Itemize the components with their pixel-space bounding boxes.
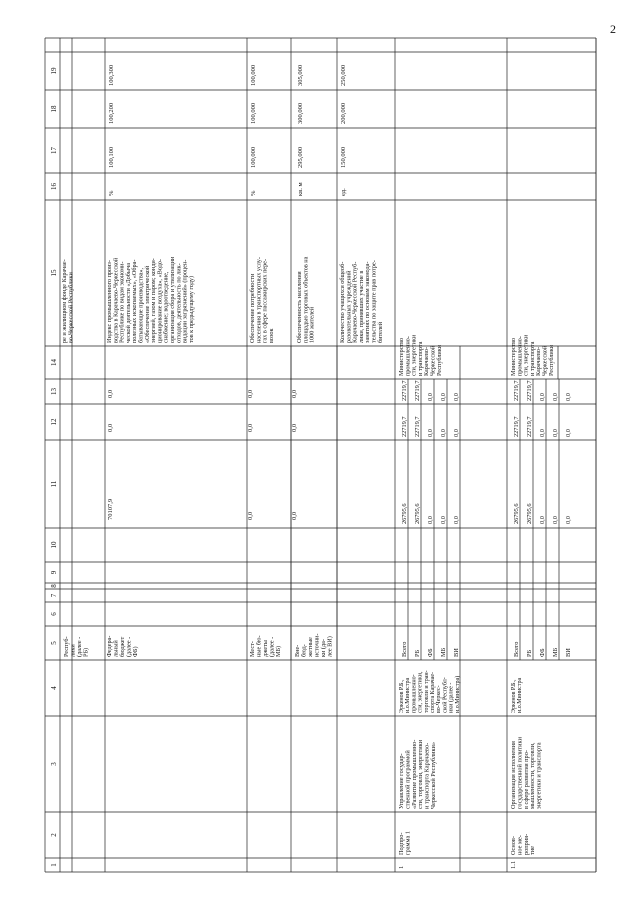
value-cell: 0,0 xyxy=(552,429,559,437)
indicator-unit: % xyxy=(250,190,257,196)
indicator-value: 150,000 xyxy=(340,146,347,168)
value-cell: 0,0 xyxy=(565,429,572,437)
column-number: 13 xyxy=(50,388,58,395)
value-cell: 0,0 xyxy=(565,393,572,401)
indicator-name: Индекс промышленного произ-водства в Карачаево-ЧеркесскойРеспублике по видам экономи-ческой деятельности «Добычаполезных ископаемых», «Обра-батывающие производства»,«Обеспечение электрическойэнергией, газом и паром; конди-ционирование воздуха», «Водо-снабжение; водоотведение,организация сбора и утилизацииотходов, деятельность по лик-видации загрязнений» (процен-тов к предыдущему году) xyxy=(106,256,195,343)
source-label: Мест-ные бю-джеты(далее -МБ) xyxy=(249,635,283,657)
value-cell: 22719,7 xyxy=(414,416,421,437)
value-cell: 26795,6 xyxy=(401,503,408,524)
value-cell: 0,0 xyxy=(565,516,572,524)
value-cell: 22719,7 xyxy=(414,380,421,401)
column-number: 7 xyxy=(50,593,58,598)
page-number: 2 xyxy=(610,22,616,36)
indicator-unit: % xyxy=(108,190,115,196)
value-cell: 0,0 xyxy=(440,429,447,437)
value-cell: 0,0 xyxy=(539,516,546,524)
value-cell: 0,0 xyxy=(427,429,434,437)
column-number: 18 xyxy=(50,105,58,113)
value-cell: 22719,7 xyxy=(401,380,408,401)
source-label: ВИ xyxy=(565,648,572,657)
column-number: 16 xyxy=(50,183,58,190)
value-cell: 22719,7 xyxy=(401,416,408,437)
row-number: 1 xyxy=(398,865,405,869)
indicator-unit: ед. xyxy=(340,188,347,196)
column-number: 11 xyxy=(50,480,58,488)
source-label: Федера-льныйбюджет(далее -ФБ) xyxy=(106,635,140,657)
value-cell: 0,0 xyxy=(539,429,546,437)
source-label: МБ xyxy=(552,647,559,657)
value-cell: 0,0 xyxy=(453,393,460,401)
column-number: 5 xyxy=(50,641,58,645)
indicator-name: Обеспеченность населенияплощадью торговых объектов на1000 жителей xyxy=(296,256,316,343)
column-number: 1 xyxy=(50,863,58,867)
indicator-value: 100,200 xyxy=(108,102,115,124)
indicator-value: 100,000 xyxy=(250,64,257,86)
row-executor: Эркенов Р.Б.,и.о.Министрапромышленно-сти, энергетики,торговли и тран-спорта Карачае-во-Черкес-ской Республ-ики (далее -и.о.Министра) xyxy=(399,670,461,713)
value-cell: 0,0 xyxy=(247,511,254,520)
indicator-value: 250,000 xyxy=(340,64,347,86)
value-cell: 22719,7 xyxy=(526,416,533,437)
column-number: 3 xyxy=(50,762,58,766)
value-cell: 0,0 xyxy=(247,389,254,398)
value-cell: 0,0 xyxy=(453,516,460,524)
source-label: Всего xyxy=(513,641,520,657)
row-type: Подпро-грамма 1 xyxy=(398,831,412,855)
column-number: 10 xyxy=(50,541,58,549)
source-label: ФБ xyxy=(427,648,434,657)
indicator-value: 100,000 xyxy=(250,102,257,124)
row-number: 1.1 xyxy=(510,860,517,869)
value-cell: 26795,6 xyxy=(414,503,421,524)
row-name: Управление государ-ственной программой«Развитие промышленно-сти, торговли, энергетикии транспорта Карачаево-Черкесской Республики» xyxy=(398,739,437,809)
value-cell: 22719,7 xyxy=(526,380,533,401)
responsible-body: Министерствопромышленно-сти, энергетикии транспортаКарачаево-ЧеркесскойРеспублики xyxy=(398,334,443,376)
source-label: Вне-бюд-жетныеисточни-ки (да-лее ВИ) xyxy=(294,633,334,657)
value-cell: 0,0 xyxy=(427,516,434,524)
indicator-value: 305,000 xyxy=(297,64,304,86)
source-label: ВИ xyxy=(453,648,460,657)
column-number: 6 xyxy=(50,612,58,616)
indicator-value: 295,000 xyxy=(297,146,304,168)
value-cell: 0,0 xyxy=(552,393,559,401)
indicator-value: 100,300 xyxy=(108,64,115,86)
source-label: МБ xyxy=(440,647,447,657)
value-cell: 0,0 xyxy=(539,393,546,401)
row-name: Организация исполнениягосударственной политикив сфере развития про-мышленности, торговли,энергетики и транспорта xyxy=(510,737,543,809)
table-text xyxy=(50,65,572,869)
value-cell: 0,0 xyxy=(440,393,447,401)
value-cell: 0,0 xyxy=(440,516,447,524)
indicator-name: ре и жилищном фонде Карачае-во-Черкесской Республики xyxy=(61,259,75,343)
value-cell: 0,0 xyxy=(247,423,254,432)
column-number: 4 xyxy=(50,686,58,690)
source-label: РБ xyxy=(526,649,533,657)
source-label: Респуб-лики(далее -РБ) xyxy=(63,636,90,657)
column-number: 15 xyxy=(50,269,58,277)
value-cell: 0,0 xyxy=(107,389,114,398)
source-label: ФБ xyxy=(539,648,546,657)
value-cell: 70107,9 xyxy=(107,498,114,520)
column-number: 8 xyxy=(50,584,58,588)
indicator-name: Обеспечение потребностинаселения в транспортных услу-гах в сфере пассажирских пере-возок xyxy=(249,257,275,343)
value-cell: 22719,7 xyxy=(513,416,520,437)
row-executor: Эркенов Р.Б.,и.о.Министра xyxy=(511,677,524,713)
column-number: 19 xyxy=(50,67,58,75)
value-cell: 26795,6 xyxy=(526,503,533,524)
row-type: Основ-ное ме-роприя-тие xyxy=(510,833,537,855)
value-cell: 0,0 xyxy=(552,516,559,524)
responsible-body: Министерствопромышленно-сти, энергетикии транспортаКарачаево-ЧеркесскойРеспублики xyxy=(510,334,555,376)
indicator-value: 100,100 xyxy=(108,146,115,168)
value-cell: 0,0 xyxy=(427,393,434,401)
value-cell: 0,0 xyxy=(291,511,298,520)
value-cell: 0,0 xyxy=(453,429,460,437)
source-label: РБ xyxy=(414,649,421,657)
value-cell: 26795,6 xyxy=(513,503,520,524)
indicator-value: 300,000 xyxy=(297,102,304,124)
column-number: 2 xyxy=(50,833,58,837)
value-cell: 0,0 xyxy=(107,423,114,432)
indicator-name: Количество учащихся общеоб-разовательных учрежденийКарачаево-Черкесской Респуб-лики, принявших участие взанятиях по основам законода-тельства по защите прав потре-бителей xyxy=(339,260,384,343)
value-cell: 0,0 xyxy=(291,389,298,398)
indicator-value: 100,000 xyxy=(250,146,257,168)
indicator-value: 200,000 xyxy=(340,102,347,124)
value-cell: 0,0 xyxy=(291,423,298,432)
column-number: 17 xyxy=(50,147,58,154)
value-cell: 22719,7 xyxy=(513,380,520,401)
column-number: 12 xyxy=(50,418,58,426)
column-number: 14 xyxy=(50,359,58,366)
indicator-unit: кв. м xyxy=(297,182,304,196)
source-label: Всего xyxy=(401,641,408,657)
column-number: 9 xyxy=(50,570,58,575)
